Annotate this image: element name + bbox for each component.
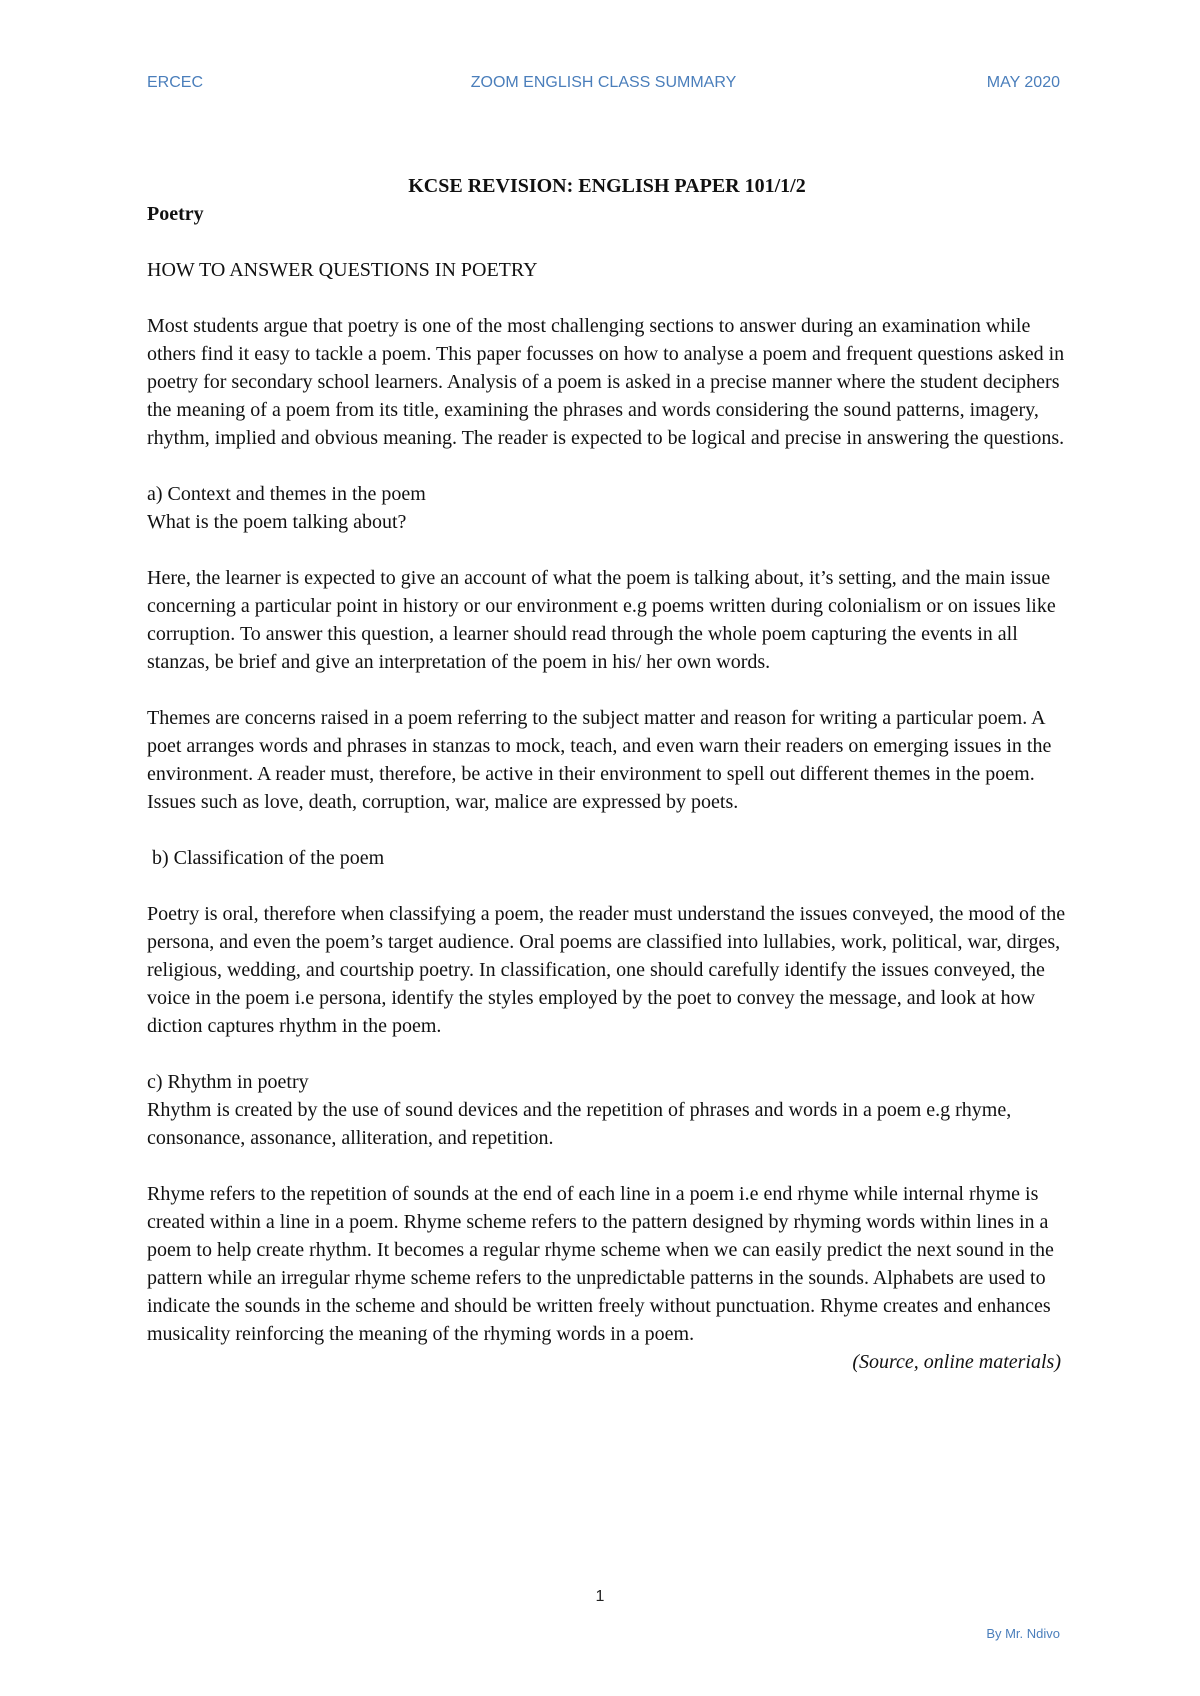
context-question: What is the poem talking about? <box>147 511 407 533</box>
rhyme-paragraph: Rhyme refers to the repetition of sounds at the end of each line in a poem i.e end rhyme while internal rhyme is created within a line in a poem. Rhyme scheme refers to the pattern designed by rhyming words within lines in a poem to help create rhythm. It becomes a regular rhyme scheme when we can easily predict the next sound in the pattern while an irregular rhyme scheme refers to the unpredictable patterns in the sounds. Alphabets are used to indicate the sounds in the scheme and should be written freely without punctuation. Rhyme creates and enhances musicality reinforcing the meaning of the rhyming words in a poem. <box>147 1183 1054 1345</box>
rhythm-paragraph: Rhythm is created by the use of sound devices and the repetition of phrases and words in a poem e.g rhyme, consonance, assonance, alliteration, and repetition. <box>147 1099 1012 1149</box>
document-body <box>147 172 1067 1376</box>
header-org: ERCEC <box>147 74 204 91</box>
header-title: ZOOM ENGLISH CLASS SUMMARY <box>470 74 737 91</box>
page-number: 1 <box>595 1588 605 1605</box>
context-heading: a) Context and themes in the poem <box>147 483 426 505</box>
page-header <box>147 74 1060 98</box>
section-label: Poetry <box>147 203 204 225</box>
author-credit: By Mr. Ndivo <box>986 1626 1060 1641</box>
context-paragraph: Here, the learner is expected to give an account of what the poem is talking about, it’s setting, and the main issue concerning a particular point in history or our environment e.g poems written during colonialism or on issues like corruption. To answer this question, a learner should read through the whole poem capturing the events in all stanzas, be brief and give an interpretation of the poem in his/ her own words. <box>147 567 1056 673</box>
source-citation: (Source, online materials) <box>852 1351 1061 1373</box>
rhythm-heading: c) Rhythm in poetry <box>147 1071 309 1093</box>
document-subtitle: HOW TO ANSWER QUESTIONS IN POETRY <box>147 259 538 281</box>
intro-paragraph: Most students argue that poetry is one of the most challenging sections to answer during an examination while others find it easy to tackle a poem. This paper focusses on how to analyse a poem and frequent questions asked in poetry for secondary school learners. Analysis of a poem is asked in a precise manner where the student deciphers the meaning of a poem from its title, examining the phrases and words considering the sound patterns, imagery, rhythm, implied and obvious meaning. The reader is expected to be logical and precise in answering the questions. <box>147 315 1065 449</box>
classification-paragraph: Poetry is oral, therefore when classifying a poem, the reader must understand the issues conveyed, the mood of the persona, and even the poem’s target audience. Oral poems are classified into lullabies, work, political, war, dirges, religious, wedding, and courtship poetry. In classification, one should carefully identify the issues conveyed, the voice in the poem i.e persona, identify the styles employed by the poet to convey the message, and look at how diction captures rhythm in the poem. <box>147 903 1066 1037</box>
classification-heading: b) Classification of the poem <box>152 847 385 869</box>
themes-paragraph: Themes are concerns raised in a poem referring to the subject matter and reason for writing a particular poem. A poet arranges words and phrases in stanzas to mock, teach, and even warn their readers on emerging issues in the environment. A reader must, therefore, be active in their environment to spell out different themes in the poem. Issues such as love, death, corruption, war, malice are expressed by poets. <box>147 707 1052 813</box>
header-date: MAY 2020 <box>986 74 1060 91</box>
document-title: KCSE REVISION: ENGLISH PAPER 101/1/2 <box>408 175 806 197</box>
